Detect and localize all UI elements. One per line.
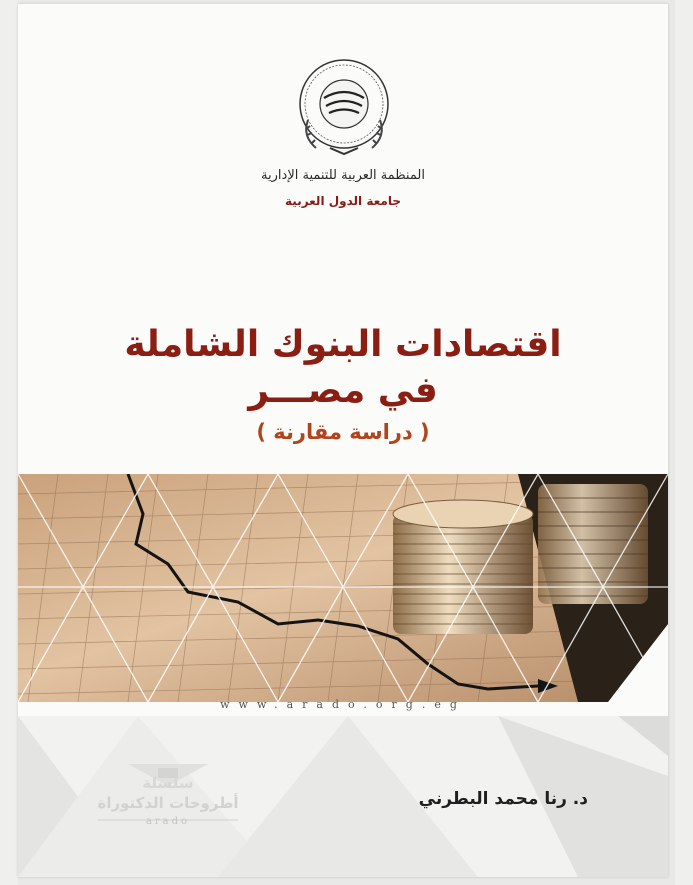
book-title-line2: في مصـــر (248, 370, 438, 411)
organization-seal-logo (294, 58, 394, 158)
book-subtitle: ( دراسة مقارنة ) (256, 420, 430, 444)
series-label: سلسلة (142, 774, 194, 792)
left-margin (0, 0, 18, 885)
series-brand: arado (145, 816, 191, 827)
series-name: أطروحات الدكتوراة (97, 794, 239, 812)
organization-name: المنظمة العربية للتنمية الإدارية (261, 168, 425, 183)
arab-league-label: جامعة الدول العربية (285, 194, 401, 208)
author-name: د. رنا محمد البطرني (418, 789, 588, 809)
book-cover (18, 4, 668, 877)
website-url: www.arado.org.eg (220, 698, 466, 711)
book-title-line1: اقتصادات البنوك الشاملة (124, 324, 562, 365)
finance-photo-banner (18, 474, 668, 702)
right-margin (675, 0, 693, 885)
